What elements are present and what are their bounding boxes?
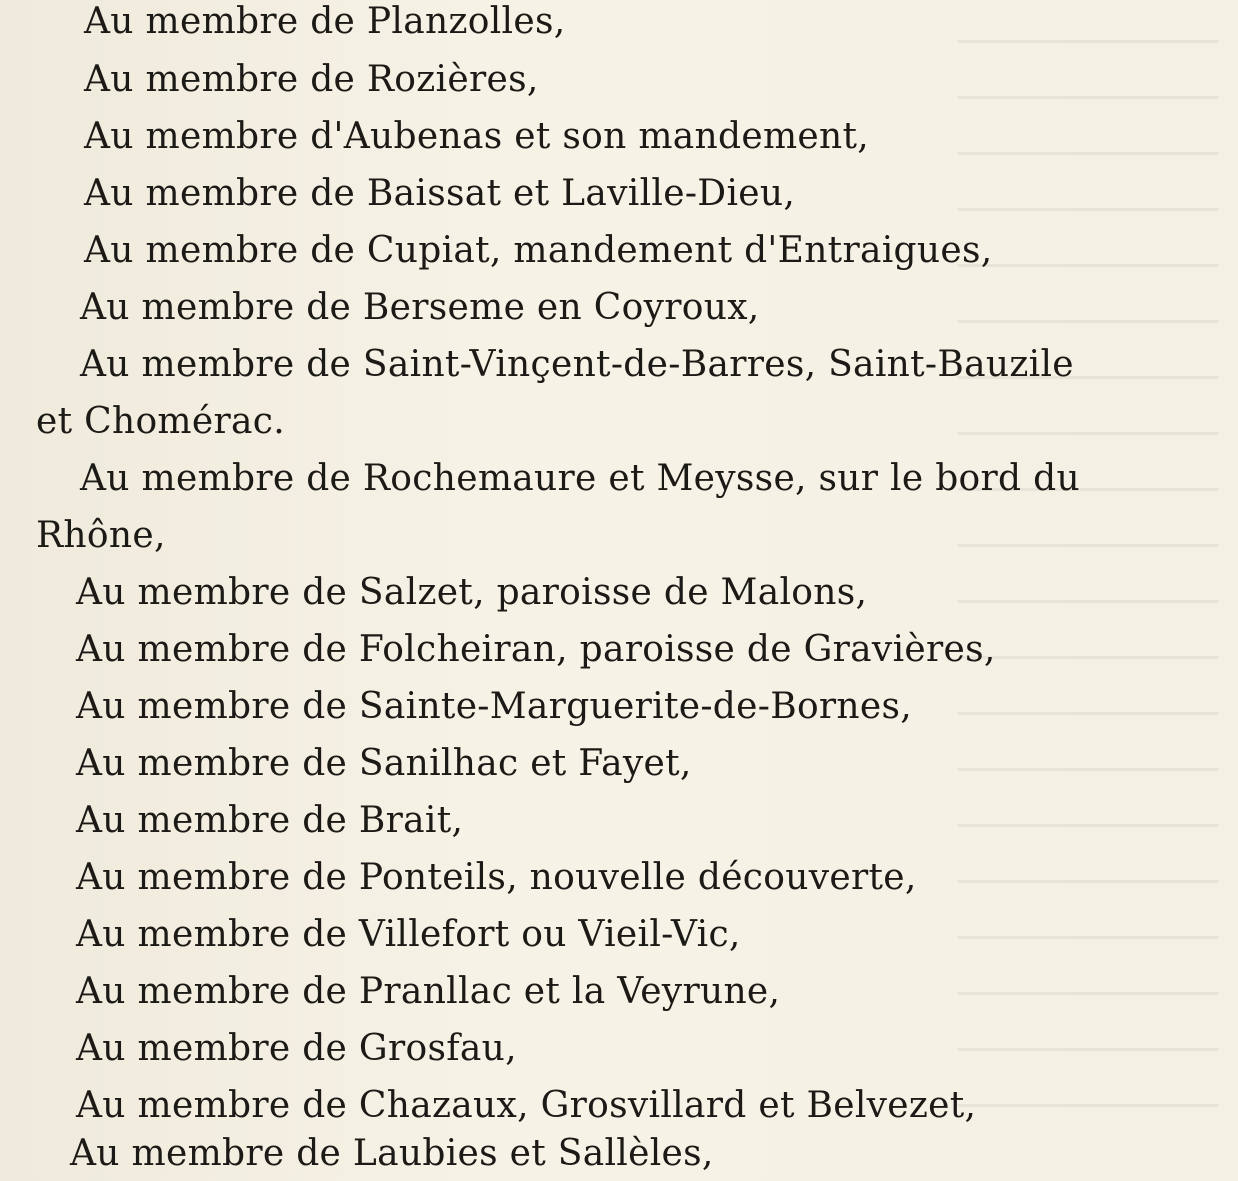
text-line: Au membre de Chazaux, Grosvillard et Belvezet, <box>76 1085 977 1126</box>
text-line: Au membre de Salzet, paroisse de Malons, <box>76 572 868 613</box>
text-line: Au membre de Rozières, <box>84 59 539 100</box>
text-line: Au membre de Saint-Vinçent-de-Barres, Saint-Bauzile <box>80 344 1074 385</box>
text-line: Rhône, <box>36 515 166 556</box>
text-line: Au membre de Planzolles, <box>84 1 566 42</box>
text-line: Au membre d'Aubenas et son mandement, <box>84 116 870 157</box>
text-line: Au membre de Laubies et Sallèles, <box>70 1133 714 1174</box>
text-line: Au membre de Sanilhac et Fayet, <box>76 743 692 784</box>
text-line: Au membre de Grosfau, <box>76 1028 517 1069</box>
text-line: Au membre de Brait, <box>76 800 464 841</box>
text-line: Au membre de Sainte-Marguerite-de-Bornes, <box>76 686 913 727</box>
text-line: Au membre de Villefort ou Vieil-Vic, <box>76 914 741 955</box>
text-line: Au membre de Cupiat, mandement d'Entraigues, <box>84 230 993 271</box>
text-line: Au membre de Ponteils, nouvelle découverte, <box>76 857 917 898</box>
text-line: et Chomérac. <box>36 401 285 442</box>
show-through-texture <box>958 40 1218 1140</box>
text-line: Au membre de Pranllac et la Veyrune, <box>76 971 781 1012</box>
text-line: Au membre de Folcheiran, paroisse de Gravières, <box>76 629 996 670</box>
text-line: Au membre de Rochemaure et Meysse, sur le bord du <box>80 458 1080 499</box>
text-line: Au membre de Baissat et Laville-Dieu, <box>84 173 796 214</box>
text-line: Au membre de Berseme en Coyroux, <box>80 287 760 328</box>
